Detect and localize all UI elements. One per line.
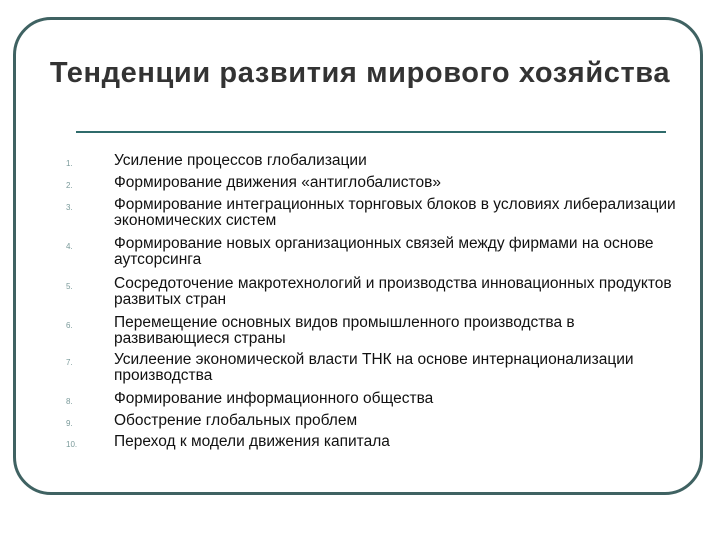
item-number: 6. — [66, 321, 73, 330]
list-item — [62, 315, 682, 347]
item-text: Усиление процессов глобализации — [114, 152, 367, 169]
list-item — [62, 391, 682, 407]
item-number: 5. — [66, 282, 73, 291]
item-number: 1. — [66, 159, 73, 168]
item-number: 9. — [66, 419, 73, 428]
list-item — [62, 434, 682, 450]
item-number: 7. — [66, 358, 73, 367]
item-number: 10. — [66, 440, 78, 449]
list-item — [62, 413, 682, 429]
list-item — [62, 153, 682, 169]
item-text: Формирование движения «антиглобалистов» — [114, 174, 441, 191]
item-number: 3. — [66, 203, 73, 212]
list-item — [62, 236, 682, 268]
item-number: 4. — [66, 242, 73, 251]
list-item — [62, 175, 682, 191]
item-text: Усилеение экономической власти ТНК на основе интернационализации производства — [114, 351, 634, 384]
item-number: 8. — [66, 397, 73, 406]
item-text: Обострение глобальных проблем — [114, 412, 358, 429]
list-item — [62, 352, 682, 384]
list-item — [62, 276, 682, 308]
item-text: Формирование интеграционных торнговых блоков в условиях либерализации экономических систем — [114, 196, 676, 229]
item-text: Сосредоточение макротехнологий и производства инновационных продуктов развитых стран — [114, 275, 672, 308]
item-text: Формирование новых организационных связей между фирмами на основе аутсорсинга — [114, 235, 654, 268]
slide-title: Тенденции развития мирового хозяйства — [49, 57, 671, 89]
item-text: Формирование информационного общества — [114, 390, 434, 407]
title-divider — [76, 131, 666, 133]
item-number: 2. — [66, 181, 73, 190]
item-text: Переход к модели движения капитала — [114, 433, 390, 450]
item-text: Перемещение основных видов промышленного производства в развивающиеся страны — [114, 314, 575, 347]
list-item — [62, 197, 682, 229]
